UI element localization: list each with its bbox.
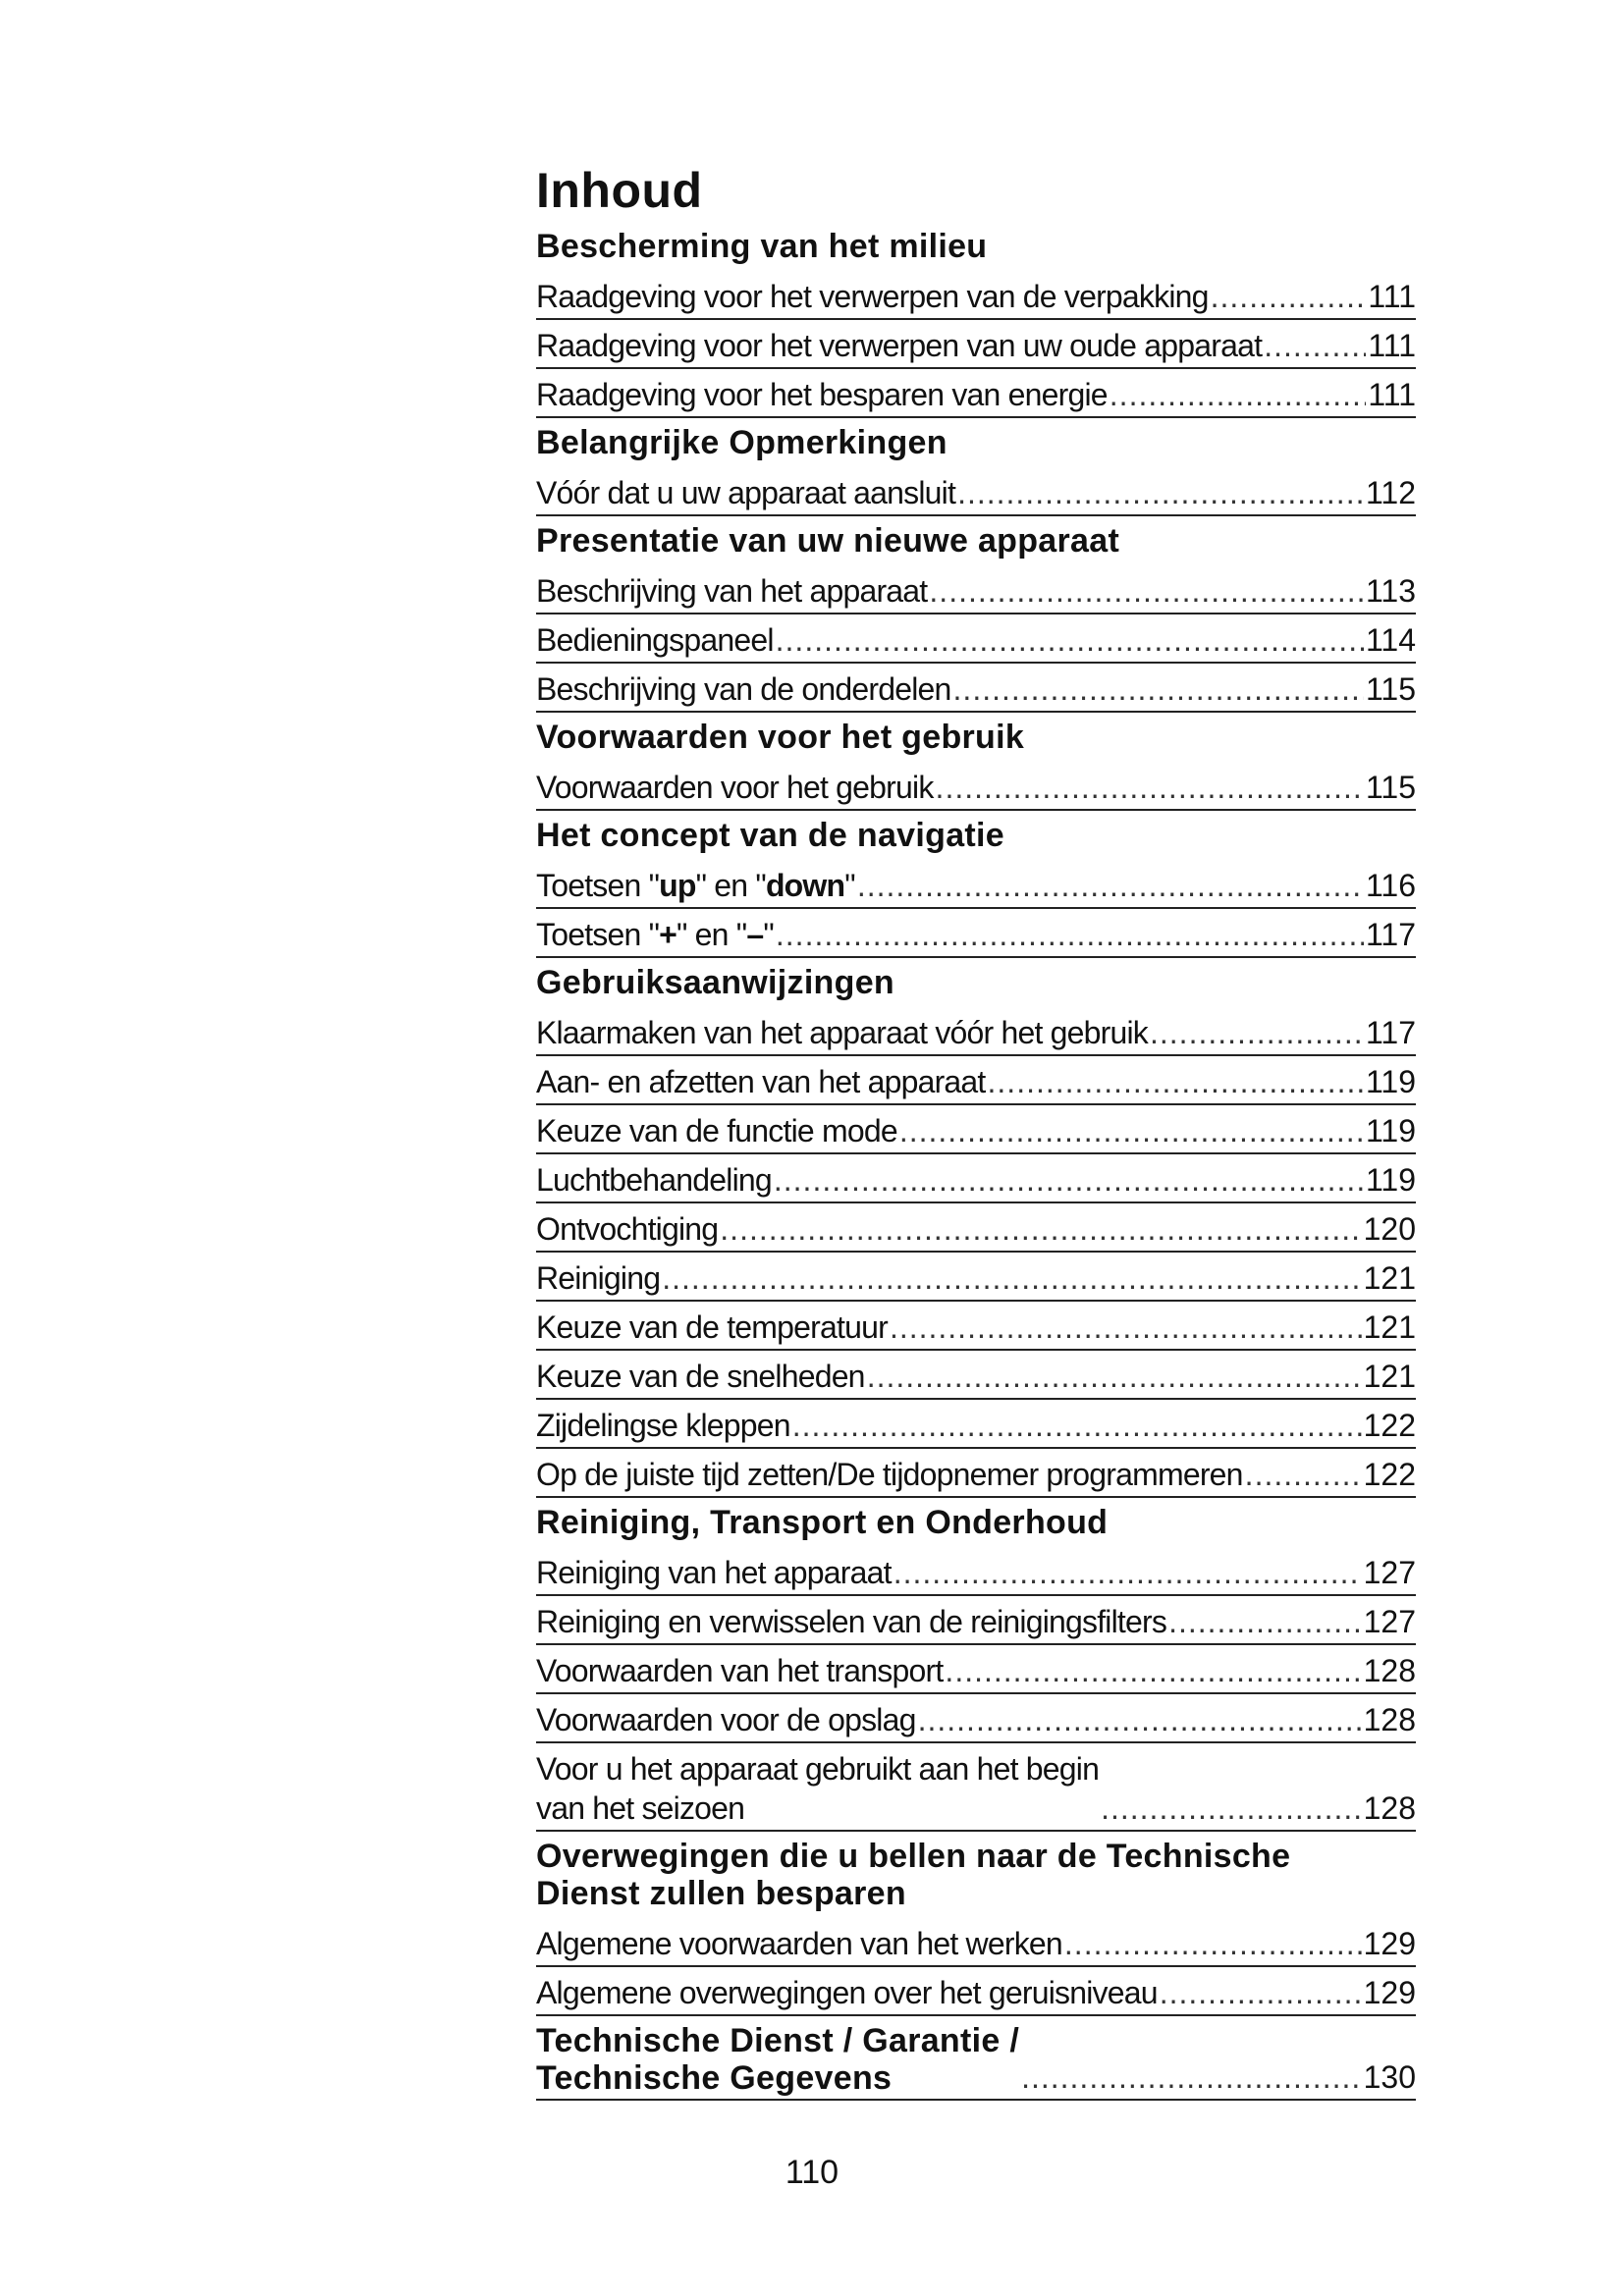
toc-entry-page: 112 [1365, 475, 1416, 510]
toc-entry [536, 1547, 1416, 1596]
dot-leader [720, 1209, 1361, 1249]
dot-leader [857, 866, 1364, 905]
dot-leader [1150, 1013, 1364, 1052]
toc-entry-label: Bedieningspaneel [536, 622, 774, 658]
toc-entry-page: 129 [1363, 1926, 1416, 1961]
toc-section [536, 811, 1416, 958]
toc-entry-label: Beschrijving van het apparaat [536, 573, 928, 609]
section-heading: Het concept van de navigatie [536, 817, 1004, 854]
dot-leader [662, 1258, 1361, 1298]
key-name-up: up [659, 868, 696, 903]
dot-leader [929, 571, 1364, 611]
toc-entry-page: 121 [1363, 1359, 1416, 1394]
dot-leader [1211, 277, 1367, 316]
dot-leader [890, 1308, 1362, 1347]
label-line: van het seizoen [536, 1790, 745, 1826]
key-name-plus: + [659, 917, 677, 952]
label-text: " en " [695, 868, 766, 903]
toc-entry-page: 127 [1363, 1555, 1416, 1590]
toc-entry-label: Vóór dat u uw apparaat aansluit [536, 475, 956, 510]
heading-line: Technische Gegevens [536, 2059, 893, 2097]
toc-section [536, 1832, 1416, 2016]
toc-entry-label: Voorwaarden voor de opslag [536, 1702, 916, 1737]
dot-leader [867, 1357, 1362, 1396]
toc-entry-label: Keuze van de snelheden [536, 1359, 865, 1394]
toc-entry-label: Luchtbehandeling [536, 1162, 772, 1198]
toc-entry-label: Zijdelingse kleppen [536, 1408, 790, 1443]
toc-section [536, 222, 1416, 418]
label-text: " en " [677, 917, 747, 952]
toc-entry [536, 1351, 1416, 1400]
toc-entry [536, 1105, 1416, 1154]
toc-entry [536, 1918, 1416, 1967]
toc-entry [536, 664, 1416, 713]
dot-leader [1264, 326, 1366, 365]
toc-entry-page: 122 [1363, 1457, 1416, 1492]
heading-line: Technische Dienst / Garantie / [536, 2022, 1020, 2059]
toc-entry [536, 1967, 1416, 2016]
toc-entry [536, 1694, 1416, 1743]
toc-entry-page: 119 [1365, 1113, 1416, 1148]
dot-leader [776, 620, 1364, 660]
section-heading: Voorwaarden voor het gebruik [536, 719, 1025, 756]
toc-entry-page: 117 [1365, 917, 1416, 952]
toc-entry-label [536, 1749, 1099, 1828]
toc-entry-label: Keuze van de functie mode [536, 1113, 897, 1148]
toc-entry-page: 113 [1365, 573, 1416, 609]
page-title: Inhoud [536, 163, 703, 218]
section-heading: Reiniging, Transport en Onderhoud [536, 1504, 1109, 1541]
toc-entry-page: 119 [1365, 1064, 1416, 1099]
toc-entry [536, 467, 1416, 516]
dot-leader [899, 1111, 1364, 1150]
label-text: Toetsen " [536, 868, 660, 903]
toc-entry [536, 1203, 1416, 1253]
toc-entry [536, 614, 1416, 664]
section-heading: Belangrijke Opmerkingen [536, 424, 947, 461]
toc-section [536, 958, 1416, 1498]
section-heading: Presentatie van uw nieuwe apparaat [536, 522, 1120, 560]
dot-leader [953, 669, 1364, 709]
toc-entry-page: 122 [1363, 1408, 1416, 1443]
toc-entry [536, 909, 1416, 958]
label-text: Toetsen " [536, 917, 660, 952]
toc-entry-page: 116 [1365, 868, 1416, 903]
toc-entry-page: 121 [1363, 1309, 1416, 1345]
toc-entry-page: 121 [1363, 1260, 1416, 1296]
toc-entry [536, 369, 1416, 418]
toc-entry [536, 320, 1416, 369]
toc-entry-label: Voorwaarden voor het gebruik [536, 770, 934, 805]
toc-entry-page: 111 [1368, 377, 1416, 412]
toc-entry-page: 111 [1368, 328, 1416, 363]
dot-leader [1021, 2057, 1362, 2097]
toc-final-entry [536, 2016, 1416, 2101]
dot-leader [1160, 1973, 1362, 2012]
toc-entry-page: 128 [1363, 1702, 1416, 1737]
toc-entry-label: Algemene overwegingen over het geruisniveau [536, 1975, 1158, 2010]
toc-entry-label [536, 866, 855, 905]
table-of-contents [536, 161, 1416, 2101]
toc-entry-label: Reiniging en verwisselen van de reinigingsfilters [536, 1604, 1167, 1639]
toc-entry [536, 1743, 1416, 1832]
key-name-down: down [765, 868, 845, 903]
toc-section [536, 1498, 1416, 1832]
toc-section [536, 516, 1416, 713]
dot-leader [1110, 375, 1367, 414]
label-line: Voor u het apparaat gebruikt aan het begin [536, 1751, 1100, 1787]
toc-entry [536, 1645, 1416, 1694]
toc-entry-label: Algemene voorwaarden van het werken [536, 1926, 1062, 1961]
toc-entry-page: 119 [1365, 1162, 1416, 1198]
heading-line: Dienst zullen besparen [536, 1875, 906, 1912]
dot-leader [1064, 1924, 1362, 1963]
toc-entry [536, 762, 1416, 811]
toc-entry-label: Raadgeving voor het verwerpen van de verpakking [536, 279, 1209, 314]
toc-entry-page: 117 [1365, 1015, 1416, 1050]
toc-entry-page: 127 [1363, 1604, 1416, 1639]
toc-entry-label: Ontvochtiging [536, 1211, 719, 1247]
label-text: " [763, 917, 774, 952]
toc-entry-page: 128 [1363, 1653, 1416, 1688]
dot-leader [945, 1651, 1361, 1690]
toc-entry-label: Klaarmaken van het apparaat vóór het gebruik [536, 1015, 1148, 1050]
toc-entry [536, 565, 1416, 614]
toc-entry-page: 111 [1368, 279, 1416, 314]
toc-entry-label [536, 2022, 1019, 2097]
dot-leader [988, 1062, 1364, 1101]
toc-entry-label: Voorwaarden van het transport [536, 1653, 944, 1688]
toc-entry-page: 120 [1363, 1211, 1416, 1247]
dot-leader [792, 1406, 1362, 1445]
toc-entry [536, 1253, 1416, 1302]
dot-leader [1168, 1602, 1362, 1641]
toc-entry-label: Keuze van de temperatuur [536, 1309, 888, 1345]
dot-leader [893, 1553, 1362, 1592]
toc-entry [536, 1056, 1416, 1105]
section-heading [536, 1832, 1416, 1918]
toc-entry-page: 130 [1363, 2059, 1416, 2095]
toc-entry-page: 128 [1363, 1790, 1416, 1826]
toc-entry [536, 1154, 1416, 1203]
toc-entry [536, 860, 1416, 909]
toc-entry [536, 271, 1416, 320]
toc-entry-page: 115 [1365, 671, 1416, 707]
toc-entry-label: Aan- en afzetten van het apparaat [536, 1064, 986, 1099]
section-heading: Bescherming van het milieu [536, 228, 988, 265]
dot-leader [776, 915, 1364, 954]
toc-entry [536, 1449, 1416, 1498]
dot-leader [774, 1160, 1364, 1200]
toc-entry-page: 129 [1363, 1975, 1416, 2010]
label-text: " [844, 868, 855, 903]
toc-section [536, 713, 1416, 811]
dot-leader [1245, 1455, 1362, 1494]
toc-entry [536, 1007, 1416, 1056]
page-number: 110 [785, 2154, 839, 2191]
toc-entry-page: 114 [1365, 622, 1416, 658]
heading-line: Overwegingen die u bellen naar de Technische [536, 1838, 1291, 1875]
toc-entry [536, 1302, 1416, 1351]
dot-leader [936, 768, 1364, 807]
toc-entry-label: Raadgeving voor het verwerpen van uw oude apparaat [536, 328, 1263, 363]
toc-entry-label: Reiniging [536, 1260, 661, 1296]
toc-entry-label: Beschrijving van de onderdelen [536, 671, 951, 707]
toc-entry-page: 115 [1365, 770, 1416, 805]
toc-entry [536, 1596, 1416, 1645]
toc-section [536, 418, 1416, 516]
toc-entry [536, 1400, 1416, 1449]
toc-entry-label: Reiniging van het apparaat [536, 1555, 892, 1590]
dot-leader [1101, 1789, 1362, 1828]
dot-leader [918, 1700, 1362, 1739]
key-name-minus: – [746, 917, 764, 952]
toc-entry-label: Op de juiste tijd zetten/De tijdopnemer programmeren [536, 1457, 1243, 1492]
toc-entry-label [536, 915, 774, 954]
toc-entry-label: Raadgeving voor het besparen van energie [536, 377, 1108, 412]
dot-leader [957, 473, 1364, 512]
section-heading: Gebruiksaanwijzingen [536, 964, 894, 1001]
